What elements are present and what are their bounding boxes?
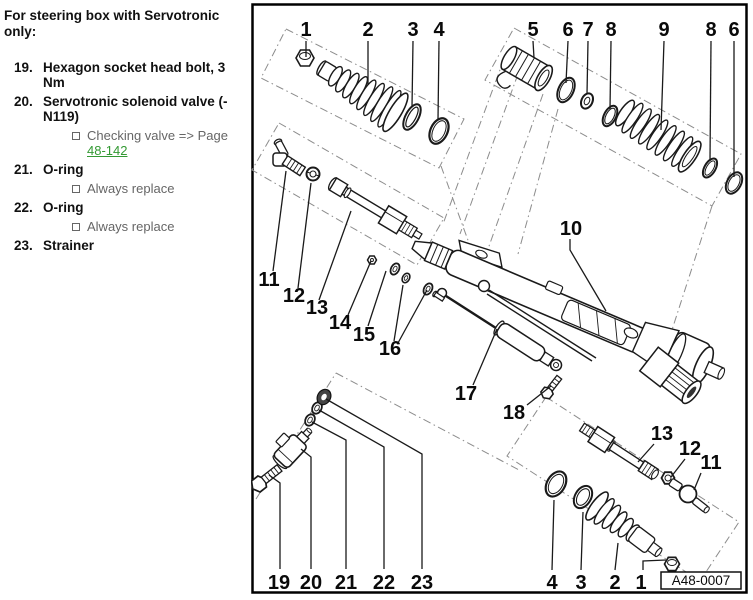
callout-8: 8 — [605, 19, 617, 41]
callout-8b: 8 — [705, 19, 717, 41]
item-22-note — [72, 219, 242, 234]
callout-21: 21 — [334, 572, 358, 594]
item-label: Servotronic solenoid valve (-N119) — [43, 94, 228, 124]
page-link-48-142[interactable]: 48-142 — [87, 143, 128, 158]
item-20-note — [72, 128, 242, 158]
callout-17: 17 — [454, 383, 478, 405]
item-label: Strainer — [43, 238, 95, 253]
parts-list — [0, 60, 250, 253]
list-item-22 — [0, 200, 248, 215]
callout-13b: 13 — [650, 423, 674, 445]
square-bullet-icon — [72, 185, 80, 193]
item-number: 23. — [14, 238, 33, 253]
callout-2b: 2 — [609, 572, 621, 594]
item-number: 20. — [14, 94, 33, 109]
steering-box-diagram — [251, 3, 748, 594]
callout-13: 13 — [305, 297, 329, 319]
callout-10: 10 — [559, 218, 583, 240]
item-label: Hexagon socket head bolt, 3 Nm — [43, 60, 226, 90]
callout-18: 18 — [502, 402, 526, 424]
part-nut-14 — [368, 256, 377, 264]
callout-9: 9 — [658, 19, 670, 41]
callout-1b: 1 — [635, 572, 647, 594]
callout-14: 14 — [328, 312, 352, 334]
callout-22: 22 — [372, 572, 396, 594]
callout-11b: 11 — [700, 452, 722, 474]
part-locknut-1b — [665, 557, 680, 570]
callout-15: 15 — [352, 324, 376, 346]
part-nut-12 — [307, 168, 320, 181]
figure-id-label: A48-0007 — [671, 573, 731, 588]
callout-11: 11 — [258, 269, 280, 291]
callout-6: 6 — [562, 19, 574, 41]
callout-20: 20 — [299, 572, 323, 594]
callout-3: 3 — [407, 19, 419, 41]
note-text: Always replace — [87, 219, 175, 234]
exploded-diagram — [251, 3, 748, 599]
callout-12: 12 — [282, 285, 306, 307]
callout-6b: 6 — [728, 19, 740, 41]
callout-5: 5 — [527, 19, 539, 41]
square-bullet-icon — [72, 132, 80, 140]
note-text: Always replace — [87, 181, 175, 196]
callout-19: 19 — [267, 572, 291, 594]
callout-4b: 4 — [546, 572, 558, 594]
list-item-23 — [0, 238, 248, 253]
callout-3b: 3 — [575, 572, 587, 594]
parts-legend — [0, 0, 250, 257]
callout-7: 7 — [582, 19, 594, 41]
note-text: Checking valve => Page — [87, 128, 228, 143]
item-label: O-ring — [43, 200, 84, 215]
item-label: O-ring — [43, 162, 84, 177]
item-number: 19. — [14, 60, 33, 75]
item-number: 22. — [14, 200, 33, 215]
list-item-19 — [0, 60, 248, 90]
item-21-note — [72, 181, 242, 196]
callout-23: 23 — [410, 572, 434, 594]
square-bullet-icon — [72, 223, 80, 231]
part-locknut-1 — [296, 50, 314, 66]
list-item-20 — [0, 94, 248, 124]
figure-id-box — [661, 572, 741, 589]
list-item-21 — [0, 162, 248, 177]
item-number: 21. — [14, 162, 33, 177]
callout-12b: 12 — [678, 438, 702, 460]
callout-4: 4 — [433, 19, 445, 41]
callout-16: 16 — [378, 338, 402, 360]
callout-1: 1 — [300, 19, 312, 41]
callout-2: 2 — [362, 19, 374, 41]
section-heading: For steering box with Servotronic only: — [4, 8, 220, 39]
